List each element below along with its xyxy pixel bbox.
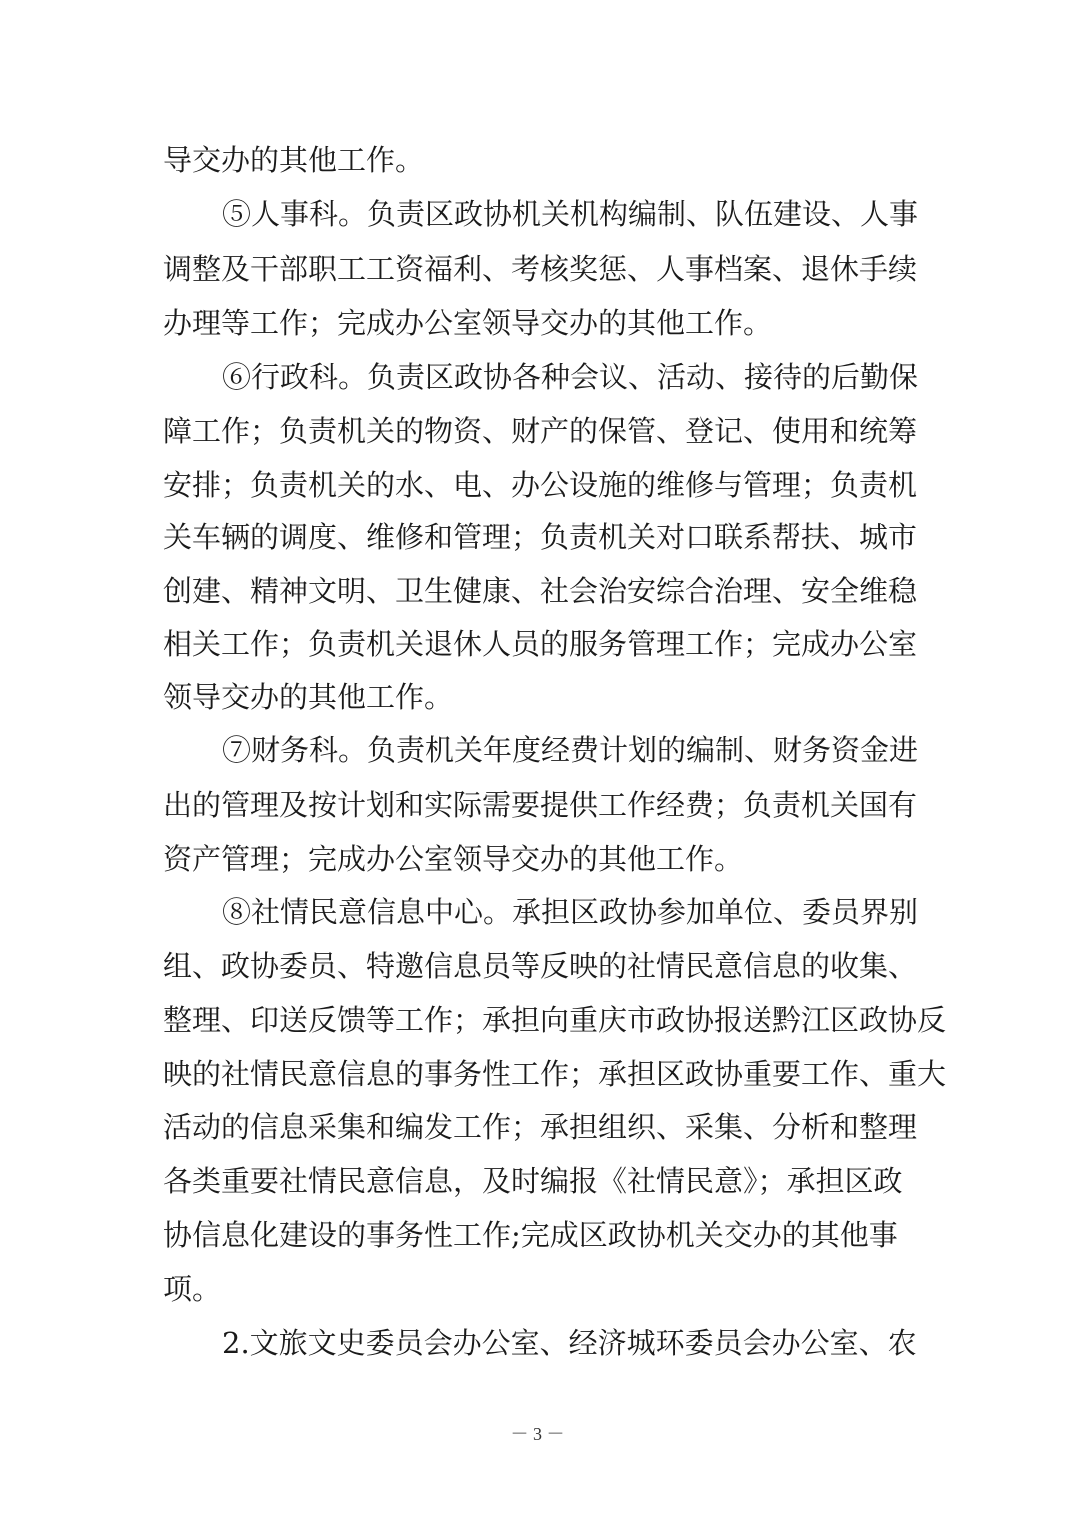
text-line: ⑦财务科。负责机关年度经费计划的编制、财务资金进 <box>222 733 919 767</box>
text-line: ⑧社情民意信息中心。承担区政协参加单位、委员界别 <box>222 895 919 929</box>
text-line: 导交办的其他工作。 <box>163 143 425 177</box>
text-line: 组、政协委员、特邀信息员等反映的社情民意信息的收集、 <box>163 949 918 983</box>
text-line: 调整及干部职工工资福利、考核奖惩、人事档案、退休手续 <box>163 252 918 286</box>
page-number: － 3 － <box>510 1424 565 1444</box>
text-line: 关车辆的调度、维修和管理；负责机关对口联系帮扶、城市 <box>163 520 918 554</box>
text-line: ⑤人事科。负责区政协机关机构编制、队伍建设、人事 <box>222 197 919 231</box>
text-line: 各类重要社情民意信息，及时编报《社情民意》；承担区政 <box>163 1164 903 1198</box>
text-line: 创建、精神文明、卫生健康、社会治安综合治理、安全维稳 <box>163 574 918 608</box>
text-line: 障工作；负责机关的物资、财产的保管、登记、使用和统筹 <box>163 414 918 448</box>
text-line: 项。 <box>163 1272 222 1306</box>
text-line: 映的社情民意信息的事务性工作；承担区政协重要工作、重大 <box>163 1057 947 1091</box>
text-line: 整理、印送反馈等工作；承担向重庆市政协报送黔江区政协反 <box>163 1003 947 1037</box>
text-line: 办理等工作；完成办公室领导交办的其他工作。 <box>163 306 773 340</box>
text-line: 资产管理；完成办公室领导交办的其他工作。 <box>163 842 744 876</box>
text-line: 相关工作；负责机关退休人员的服务管理工作；完成办公室 <box>163 627 918 661</box>
text-line: 领导交办的其他工作。 <box>163 680 454 714</box>
text-line: 2.文旅文史委员会办公室、经济城环委员会办公室、农 <box>222 1326 917 1360</box>
text-line: ⑥行政科。负责区政协各种会议、活动、接待的后勤保 <box>222 360 919 394</box>
text-line: 出的管理及按计划和实际需要提供工作经费；负责机关国有 <box>163 788 918 822</box>
text-line: 安排；负责机关的水、电、办公设施的维修与管理；负责机 <box>163 468 918 502</box>
text-line: 活动的信息采集和编发工作；承担组织、采集、分析和整理 <box>163 1110 918 1144</box>
text-line: 协信息化建设的事务性工作;完成区政协机关交办的其他事 <box>163 1218 898 1252</box>
